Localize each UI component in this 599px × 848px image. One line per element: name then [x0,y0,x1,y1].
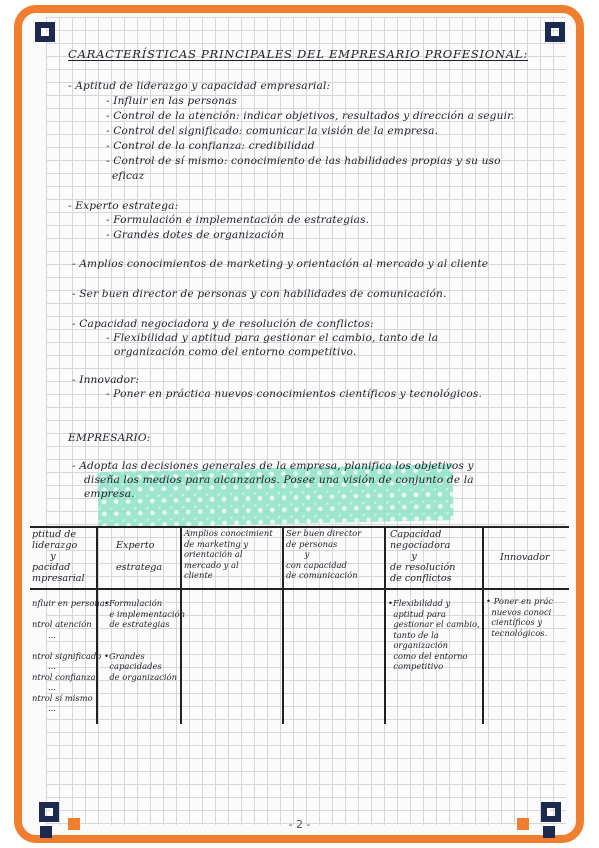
header-marketing: Amplios conocimient de marketing y orientación al mercado y al cliente [184,528,273,580]
sub-si-mismo-cont: eficaz [112,170,145,182]
table-header-divider [30,588,569,590]
empresario-line-2: diseña los medios para alcanzarlos. Posee una visión de conjunto de la [84,474,474,486]
table-col-divider [282,526,284,724]
header-liderazgo: ptitud de liderazgo y pacidad mpresarial [32,529,85,584]
sub-flexibilidad: - Flexibilidad y aptitud para gestionar el cambio, tanto de la [106,332,439,344]
sub-confianza: - Control de la confianza: credibilidad [106,140,315,152]
page-title: CARACTERÍSTICAS PRINCIPALES DEL EMPRESARIO PROFESIONAL: [68,47,528,61]
sub-organizacion: - Grandes dotes de organización [106,229,285,241]
cell-negociadora: •Flexibilidad y aptitud para gestionar el cambio, tanto de la organización como del entorno competitivo [388,598,480,671]
header-negociadora: Capacidad negociadora y de resolución de conflictos [390,529,456,584]
bullet-negociadora: - Capacidad negociadora y de resolución de conflictos: [72,318,374,330]
table-col-divider [384,526,386,724]
sub-influir: - Influir en las personas [106,95,238,107]
header-director: Ser buen director de personas y con capacidad de comunicación [286,528,362,580]
header-estratega: Experto estratega [116,540,163,573]
sub-poner: - Poner en práctica nuevos conocimientos científicos y tecnológicos. [106,388,482,400]
bullet-marketing: - Amplios conocimientos de marketing y orientación al mercado y al cliente [72,258,489,270]
sub-atencion: - Control de la atención: indicar objetivos, resultados y dirección a seguir. [106,110,515,122]
cell-estratega: •Formulación e implementación de estrategias •Grandes capacidades de organización [104,598,186,682]
empresario-line-1: - Adopta las decisiones generales de la empresa, planifica los objetivos y [72,460,474,472]
empresario-line-3: empresa. [84,488,135,500]
bullet-estratega: - Experto estratega: [68,200,179,212]
table-col-divider [482,526,484,724]
sub-significado: - Control del significado: comunicar la visión de la empresa. [106,125,439,137]
corner-mark-icon [33,20,57,44]
bullet-liderazgo: - Aptitud de liderazgo y capacidad empresarial: [68,80,331,92]
cell-liderazgo: nfluir en personas ntrol atención ... ntrol significado ... ntrol confianza ... ntrol sí mismo ... [32,598,110,713]
header-innovador: Innovador [500,552,550,563]
corner-mark-icon [543,20,567,44]
bullet-director: - Ser buen director de personas y con habilidades de comunicación. [72,288,447,300]
cell-innovador: • Poner en prác nuevos conoci científicos y tecnológicos. [486,596,554,638]
summary-table [30,526,569,724]
section-empresario: EMPRESARIO: [68,432,151,444]
sub-formulacion: - Formulación e implementación de estrategias. [106,214,370,226]
sub-si-mismo: - Control de sí mismo: conocimiento de las habilidades propias y su uso [106,155,501,167]
bullet-innovador: - Innovador: [72,374,140,386]
sub-flexibilidad-cont: organización como del entorno competitivo. [114,346,357,358]
page-number: - 2 - [288,818,311,831]
